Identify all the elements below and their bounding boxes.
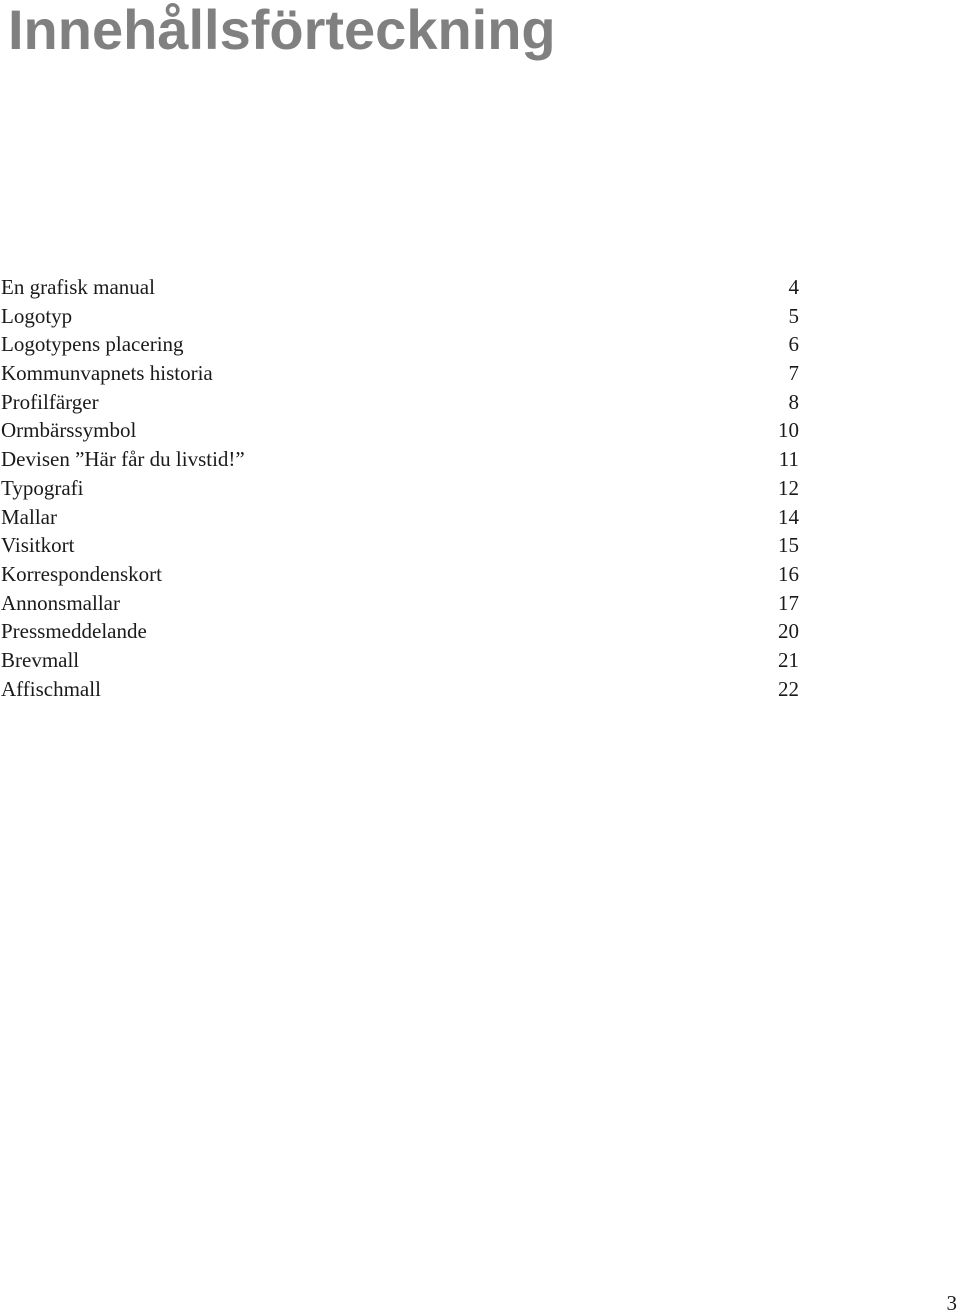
toc-entry-title: Logotypens placering [1,332,184,357]
toc-entry-title: Korrespondenskort [1,561,162,586]
toc-entry-title: Logotyp [1,303,73,328]
toc-entry[interactable] [1,589,799,618]
toc-entry[interactable] [1,302,799,331]
toc-entry-page: 12 [778,475,799,500]
toc-entry[interactable] [1,445,799,474]
toc-entry-page: 5 [788,303,799,328]
toc-entry-title: Kommunvapnets historia [1,361,213,386]
toc-entry-page: 22 [778,676,799,701]
toc-entry[interactable] [1,388,799,417]
toc-entry-title: Annonsmallar [1,590,120,615]
toc-entry-page: 15 [778,533,799,558]
toc-entry-title: Visitkort [1,533,75,558]
toc-entry-page: 7 [788,361,799,386]
toc-entry-title: Devisen ”Här får du livstid!” [1,447,245,472]
toc-entry[interactable] [1,503,799,532]
toc-entry[interactable] [1,531,799,560]
toc-entry-title: Profilfärger [1,389,99,414]
toc-entry[interactable] [1,617,799,646]
toc-entry-page: 10 [778,418,799,443]
toc-entry[interactable] [1,330,799,359]
toc-entry-title: Ormbärssymbol [1,418,137,443]
page-title: Innehållsförteckning [8,0,556,61]
toc-entry[interactable] [1,474,799,503]
toc-entry[interactable] [1,560,799,589]
toc-entry[interactable] [1,416,799,445]
table-of-contents [1,273,799,703]
toc-entry-page: 14 [778,504,799,529]
page-number: 3 [946,1291,957,1315]
toc-entry[interactable] [1,359,799,388]
toc-entry-title: Pressmeddelande [1,619,147,644]
toc-entry-page: 16 [778,561,799,586]
toc-entry-page: 8 [788,389,799,414]
toc-entry-page: 11 [778,447,799,472]
toc-entry-page: 6 [788,332,799,357]
toc-entry[interactable] [1,273,799,302]
toc-entry-title: Brevmall [1,647,80,672]
toc-entry-title: Mallar [1,504,57,529]
toc-entry-title: En grafisk manual [1,275,155,299]
toc-entry-page: 20 [778,619,799,644]
toc-entry-title: Affischmall [1,676,101,701]
toc-entry-page: 17 [778,590,799,615]
toc-entry-page: 4 [788,275,799,299]
toc-entry-title: Typografi [1,475,84,500]
toc-entry-page: 21 [778,647,799,672]
toc-entry[interactable] [1,646,799,675]
toc-entry[interactable] [1,675,799,704]
